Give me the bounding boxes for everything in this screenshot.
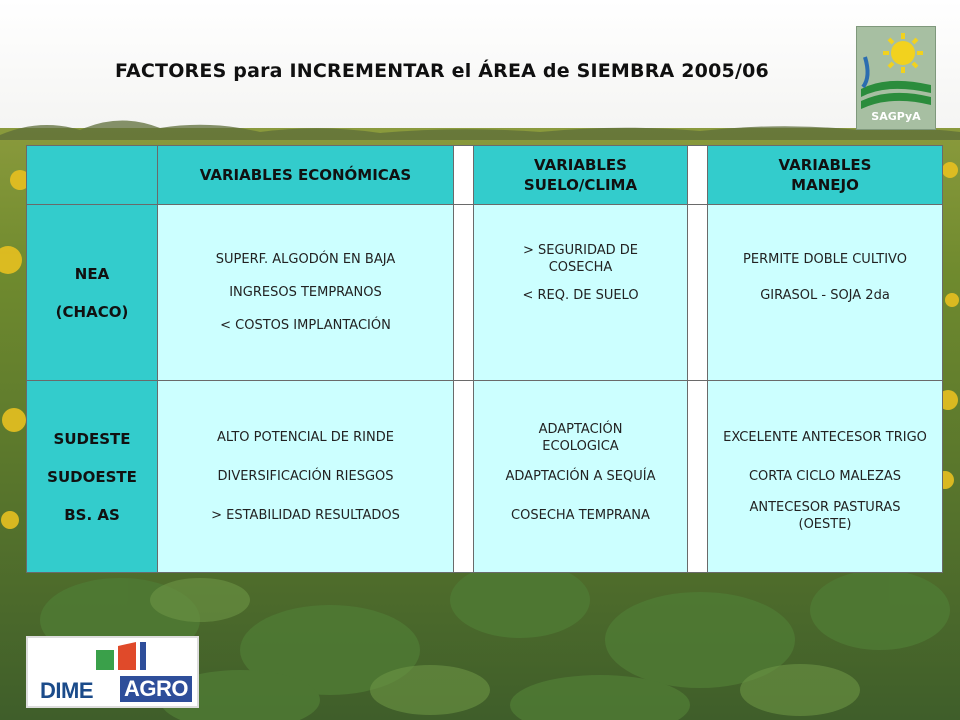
region-label: SUDOESTE <box>47 467 137 486</box>
cell-item: COSECHA TEMPRANA <box>511 508 650 523</box>
cell-item: ALTO POTENCIAL DE RINDE <box>217 430 394 445</box>
page-title: FACTORES para INCREMENTAR el ÁREA de SIEMBRA 2005/06 <box>115 60 769 82</box>
dimeagro-logo-agro: AGRO <box>120 676 192 702</box>
column-gap <box>688 205 708 381</box>
table-row-nea <box>27 205 943 381</box>
cell-item: GIRASOL - SOJA 2da <box>760 287 890 303</box>
factors-table <box>26 145 943 573</box>
cell-item: PERMITE DOBLE CULTIVO <box>743 251 907 267</box>
header-suelo-clima-label: VARIABLES SUELO/CLIMA <box>523 156 638 194</box>
cell-item: DIVERSIFICACIÓN RIESGOS <box>217 469 394 484</box>
dimeagro-logo <box>26 636 199 708</box>
sagpya-logo-label: SAGPyA <box>871 110 921 123</box>
header-variables-economicas: VARIABLES ECONÓMICAS <box>158 146 454 205</box>
cell-item: ADAPTACIÓN ECOLOGICA <box>538 421 623 454</box>
header-variables-manejo <box>708 146 943 205</box>
suelo-clima-cell-sudeste <box>474 381 688 573</box>
cell-item: ADAPTACIÓN A SEQUÍA <box>505 469 656 484</box>
header-corner-cell <box>27 146 158 205</box>
header-manejo-label: VARIABLES MANEJO <box>778 156 872 194</box>
cell-item: > ESTABILIDAD RESULTADOS <box>211 508 400 523</box>
cell-item: < REQ. DE SUELO <box>522 287 639 303</box>
table-header-row <box>27 146 943 205</box>
sagpya-logo <box>856 26 936 130</box>
economicas-cell-nea <box>158 205 454 381</box>
column-gap <box>688 146 708 205</box>
column-gap <box>454 205 474 381</box>
header-variables-suelo-clima <box>474 146 688 205</box>
column-gap <box>454 381 474 573</box>
cell-item: CORTA CICLO MALEZAS <box>748 469 902 484</box>
region-cell-nea <box>27 205 158 381</box>
cell-item: < COSTOS IMPLANTACIÓN <box>220 318 391 333</box>
suelo-clima-cell-nea <box>474 205 688 381</box>
cell-item: EXCELENTE ANTECESOR TRIGO <box>723 430 927 445</box>
region-label: BS. AS <box>64 505 120 524</box>
cell-item: > SEGURIDAD DE COSECHA <box>523 243 638 275</box>
region-label: NEA <box>74 264 110 283</box>
economicas-cell-sudeste <box>158 381 454 573</box>
column-gap <box>454 146 474 205</box>
manejo-cell-sudeste <box>708 381 943 573</box>
cell-item: INGRESOS TEMPRANOS <box>229 285 382 300</box>
column-gap <box>688 381 708 573</box>
table-row-sudeste <box>27 381 943 573</box>
region-label: SUDESTE <box>53 429 131 448</box>
manejo-cell-nea <box>708 205 943 381</box>
region-label: (CHACO) <box>55 302 129 321</box>
region-cell-sudeste <box>27 381 158 573</box>
cell-item: SUPERF. ALGODÓN EN BAJA <box>215 252 396 267</box>
cell-item: ANTECESOR PASTURAS (OESTE) <box>749 499 901 532</box>
dimeagro-logo-dime: DIME <box>40 678 93 703</box>
